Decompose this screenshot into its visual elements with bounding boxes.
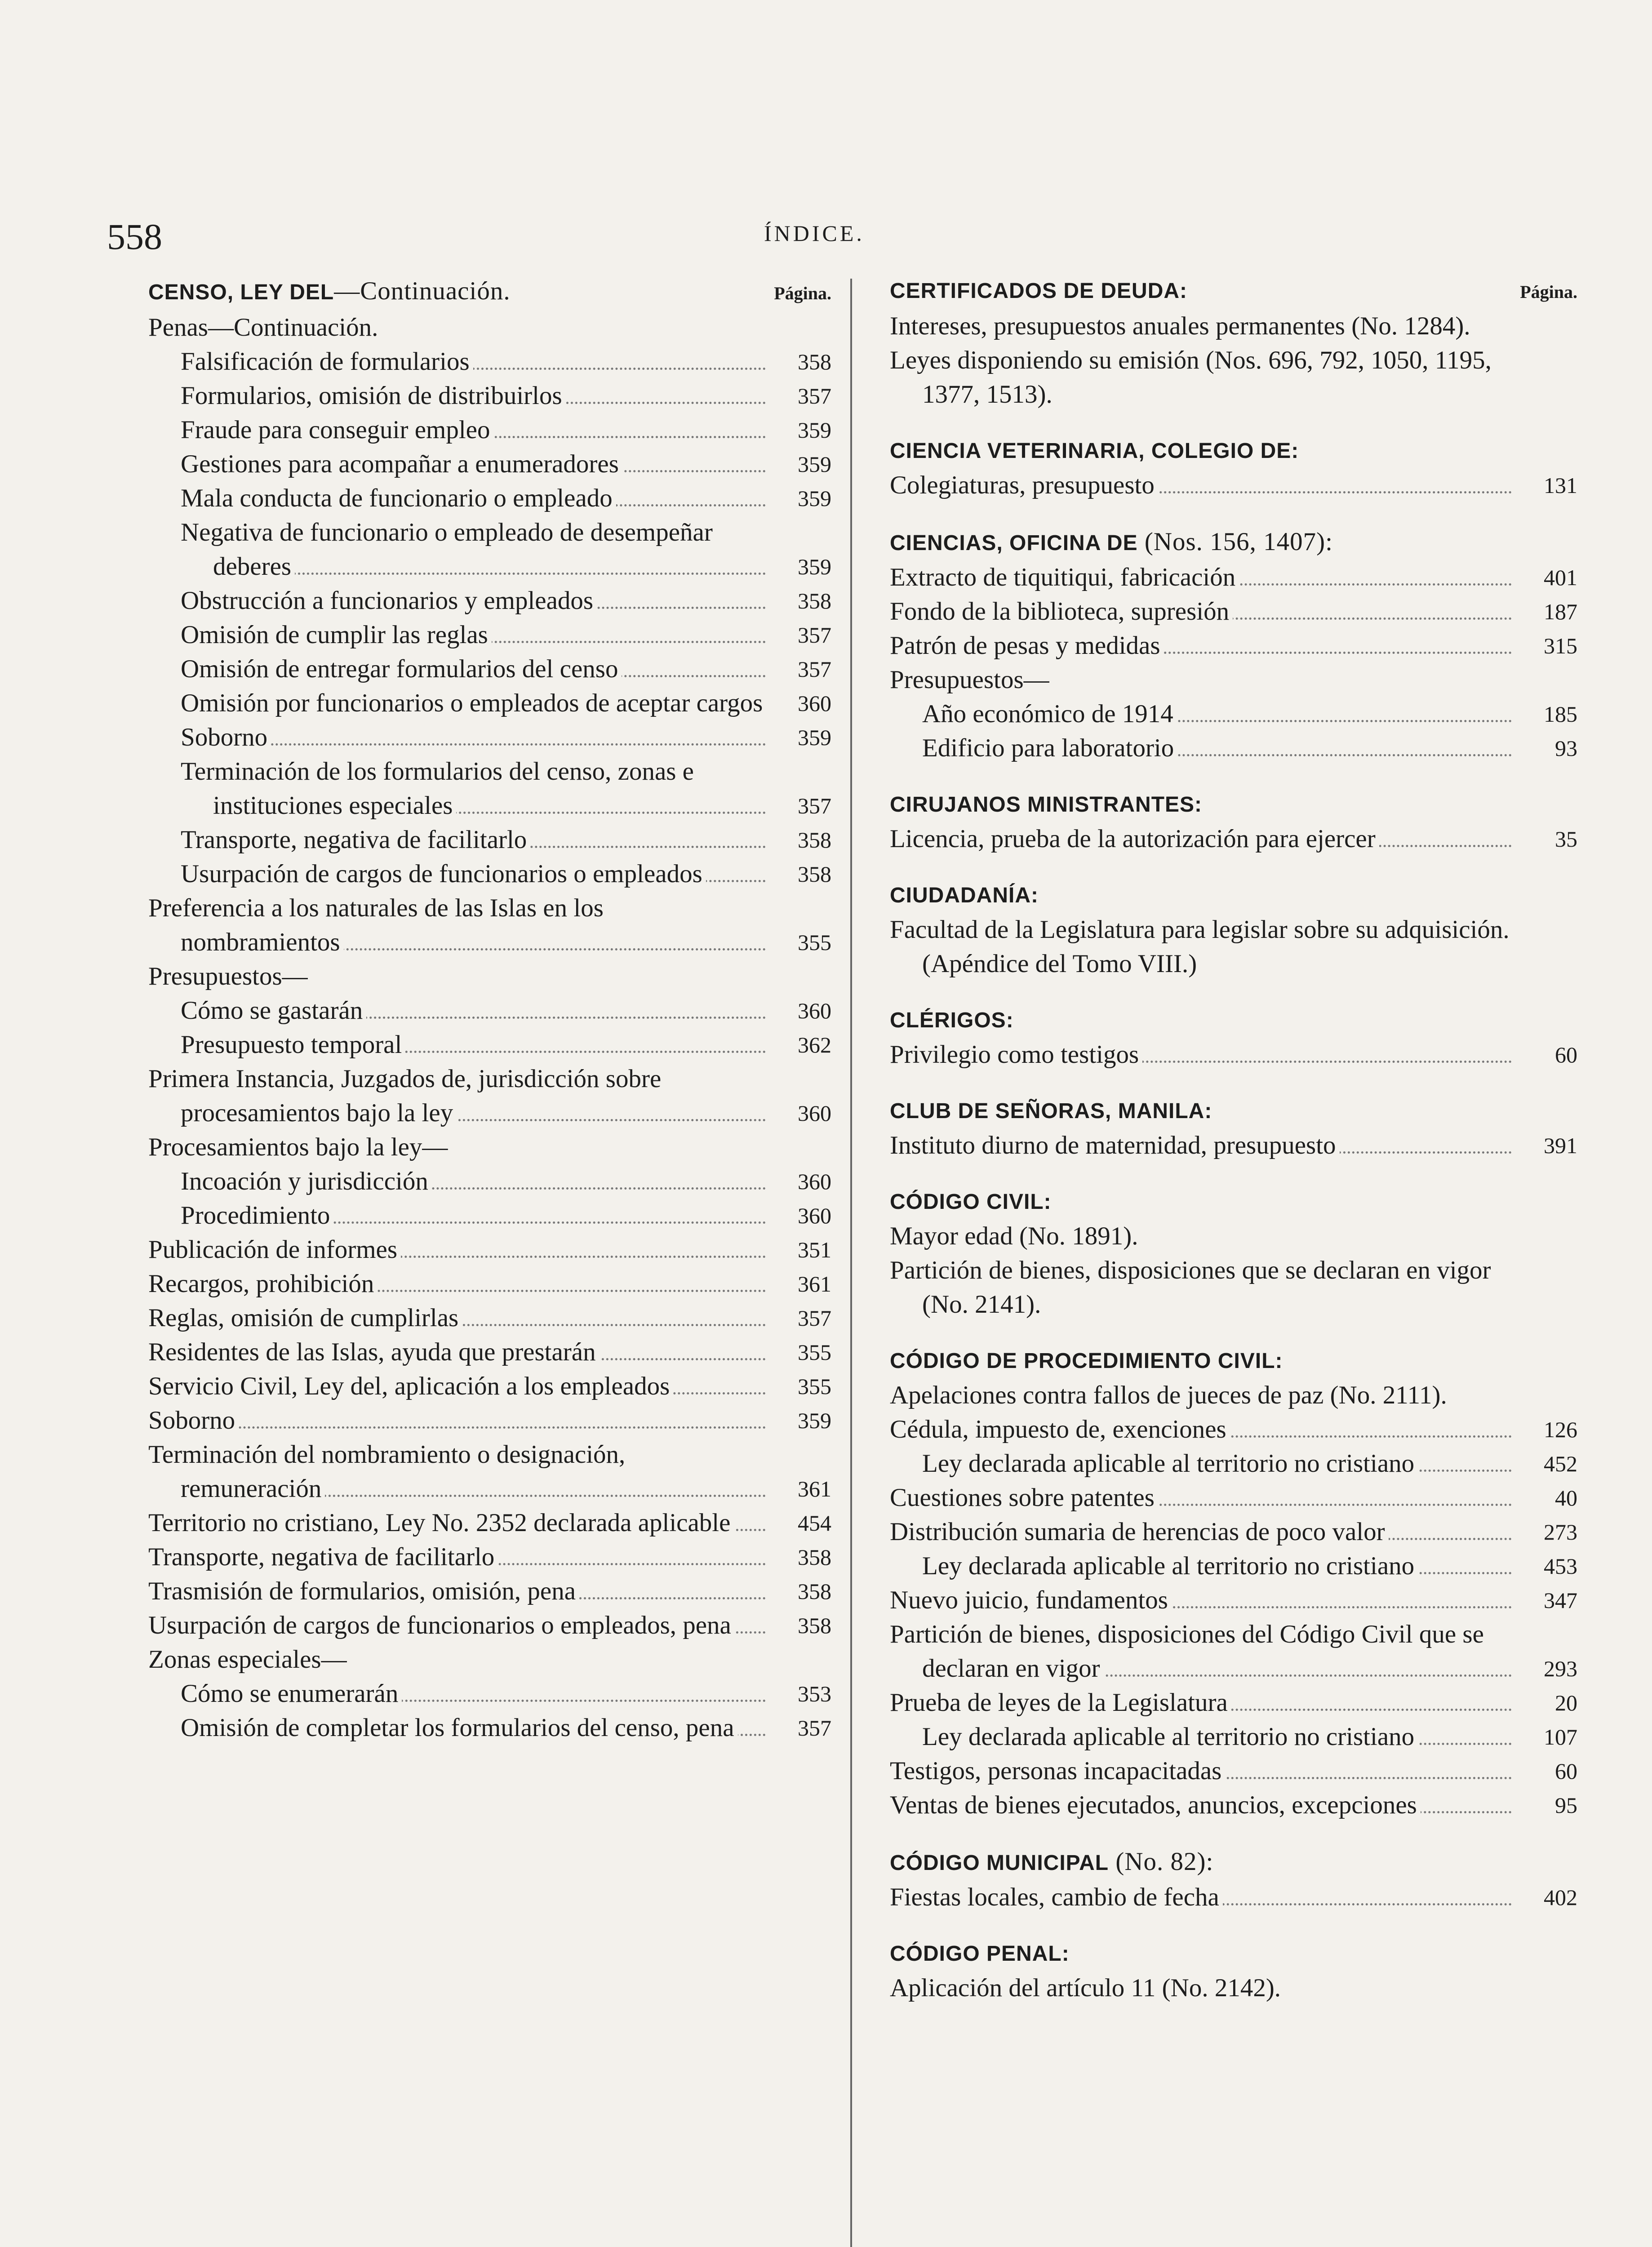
entry-page-number: 358 (798, 1545, 831, 1570)
entry-text: Usurpación de cargos de funcionarios o empleados (181, 860, 706, 888)
left-entries (148, 311, 831, 1745)
index-entry (148, 1506, 831, 1540)
index-entry (148, 1403, 831, 1438)
index-entry (148, 1608, 831, 1643)
index-entry (890, 595, 1577, 629)
entry-text: Terminación de los formularios del censo, zonas e instituciones especiales (181, 757, 694, 820)
index-entry (890, 1549, 1577, 1583)
section-heading: CIENCIA VETERINARIA, COLEGIO DE: (890, 439, 1299, 463)
left-heading-row (148, 274, 831, 311)
entry-text: Licencia, prueba de la autorización para ejercer (890, 825, 1379, 853)
index-entry (148, 1643, 831, 1677)
index-entry (890, 1754, 1577, 1788)
entry-page-number: 126 (1544, 1417, 1577, 1442)
entry-text: Transporte, negativa de facilitarlo (181, 826, 530, 854)
entry-page-number: 359 (798, 1408, 831, 1433)
entry-text: Prueba de leyes de la Legislatura (890, 1688, 1231, 1717)
entry-page-number: 93 (1555, 736, 1577, 761)
entry-text: Mayor edad (No. 1891). (890, 1222, 1141, 1250)
entry-page-number: 351 (798, 1237, 831, 1262)
index-entry (148, 1369, 831, 1403)
section-heading: CIRUJANOS MINISTRANTES: (890, 793, 1203, 817)
entry-text: Omisión de completar los formularios del censo, pena (181, 1714, 738, 1742)
section-heading: CIENCIAS, OFICINA DE (Nos. 156, 1407): (890, 528, 1333, 556)
entry-page-number: 357 (798, 1715, 831, 1741)
section-heading: CÓDIGO MUNICIPAL (No. 82): (890, 1847, 1214, 1876)
entry-text: Usurpación de cargos de funcionarios o empleados, pena (148, 1611, 735, 1639)
entry-page-number: 402 (1544, 1885, 1577, 1910)
entry-page-number: 361 (798, 1476, 831, 1501)
running-head-title: ÍNDICE. (764, 221, 865, 246)
index-entry (148, 1028, 831, 1062)
section-heading: CÓDIGO DE PROCEDIMIENTO CIVIL: (890, 1349, 1283, 1373)
section-heading: CÓDIGO PENAL: (890, 1942, 1070, 1966)
entry-page-number: 453 (1544, 1554, 1577, 1579)
index-entry (890, 1447, 1577, 1481)
entry-text: Preferencia a los naturales de las Islas en los nombramientos (148, 894, 604, 956)
index-section (890, 788, 1577, 856)
index-entry (890, 1481, 1577, 1515)
entry-text: Fondo de la biblioteca, supresión (890, 597, 1233, 626)
index-entry (148, 311, 831, 345)
index-entry (148, 959, 831, 994)
entry-page-number: 357 (798, 1306, 831, 1331)
entry-page-number: 359 (798, 417, 831, 443)
entry-page-number: 60 (1555, 1042, 1577, 1067)
entry-page-number: 454 (798, 1510, 831, 1536)
index-entry (148, 1062, 831, 1130)
entry-page-number: 357 (798, 793, 831, 818)
entry-text: Partición de bienes, disposiciones del Código Civil que se declaran en vigor (890, 1620, 1484, 1683)
index-section (890, 274, 1577, 412)
entry-page-number: 353 (798, 1681, 831, 1706)
entry-text: Instituto diurno de maternidad, presupuesto (890, 1131, 1340, 1159)
index-entry (148, 379, 831, 413)
entry-text: Mala conducta de funcionario o empleado (181, 484, 616, 512)
index-section (890, 1937, 1577, 2005)
entry-text: Omisión de cumplir las reglas (181, 621, 492, 649)
entry-page-number: 359 (798, 554, 831, 579)
entry-text: Terminación del nombramiento o designación, remuneración (148, 1440, 626, 1503)
index-entry (890, 913, 1577, 981)
index-entry (148, 618, 831, 652)
index-section (890, 434, 1577, 502)
section-heading: CIUDADANÍA: (890, 884, 1039, 907)
index-entry (890, 1038, 1577, 1072)
entry-page-number: 40 (1555, 1485, 1577, 1510)
index-entry (890, 629, 1577, 663)
entry-page-number: 401 (1544, 565, 1577, 590)
entry-page-number: 355 (798, 1374, 831, 1399)
entry-page-number: 20 (1555, 1690, 1577, 1715)
index-entry (148, 1711, 831, 1745)
entry-page-number: 360 (798, 1203, 831, 1228)
entry-text: Facultad de la Legislatura para legislar sobre su adquisición. (Apéndice del Tomo VIII.) (890, 915, 1510, 978)
entry-page-number: 359 (798, 725, 831, 750)
entry-text: Obstrucción a funcionarios y empleados (181, 586, 597, 615)
section-heading: CLUB DE SEÑORAS, MANILA: (890, 1099, 1212, 1123)
index-entry (148, 857, 831, 891)
index-entry (890, 1720, 1577, 1754)
entry-text: Testigos, personas incapacitadas (890, 1757, 1225, 1785)
index-entry (148, 584, 831, 618)
index-entry (890, 1971, 1577, 2005)
index-entry (148, 1267, 831, 1301)
entry-text: Primera Instancia, Juzgados de, jurisdicción sobre procesamientos bajo la ley (148, 1065, 662, 1127)
index-entry (890, 1880, 1577, 1914)
entry-text: Presupuestos— (890, 666, 1053, 694)
entry-text: Residentes de las Islas, ayuda que prestarán (148, 1338, 600, 1366)
index-entry (890, 663, 1577, 697)
entry-page-number: 187 (1544, 599, 1577, 624)
index-entry (890, 1617, 1577, 1686)
entry-text: Recargos, prohibición (148, 1270, 377, 1298)
index-entry (148, 652, 831, 686)
entry-page-number: 360 (798, 998, 831, 1023)
entry-text: Apelaciones contra fallos de jueces de paz (No. 2111). (890, 1381, 1451, 1409)
entry-text: Nuevo juicio, fundamentos (890, 1586, 1172, 1614)
entry-page-number: 358 (798, 349, 831, 374)
entry-page-number: 358 (798, 1579, 831, 1604)
index-entry (148, 994, 831, 1028)
entry-text: Cuestiones sobre patentes (890, 1483, 1158, 1512)
index-entry (890, 1128, 1577, 1163)
section-heading: CERTIFICADOS DE DEUDA: (890, 279, 1188, 303)
right-column (890, 274, 1577, 2005)
entry-page-number: 358 (798, 588, 831, 613)
entry-text: Formularios, omisión de distribuirlos (181, 382, 566, 410)
index-section (890, 1004, 1577, 1072)
entry-text: Fiestas locales, cambio de fecha (890, 1883, 1223, 1911)
entry-text: Falsificación de formularios (181, 347, 473, 376)
index-entry (148, 1335, 831, 1369)
index-entry (148, 1233, 831, 1267)
entry-text: Presupuestos— (148, 962, 311, 990)
entry-text: Servicio Civil, Ley del, aplicación a los empleados (148, 1372, 673, 1400)
entry-page-number: 315 (1544, 633, 1577, 658)
pagina-label: Página. (1520, 282, 1577, 302)
entry-text: Año económico de 1914 (922, 700, 1177, 728)
index-entry (148, 413, 831, 447)
entry-text: Fraude para conseguir empleo (181, 416, 493, 444)
entry-page-number: 35 (1555, 826, 1577, 852)
entry-page-number: 360 (798, 1101, 831, 1126)
entry-text: Procedimiento (181, 1201, 333, 1230)
index-entry (890, 697, 1577, 731)
entry-page-number: 358 (798, 827, 831, 853)
index-section (890, 1185, 1577, 1322)
page-number: 558 (107, 216, 162, 257)
column-divider (850, 279, 852, 2247)
index-entry (890, 731, 1577, 765)
index-section (890, 879, 1577, 981)
entry-text: Soborno (148, 1406, 239, 1434)
entry-page-number: 358 (798, 1613, 831, 1638)
entry-page-number: 293 (1544, 1656, 1577, 1681)
index-entry (148, 1540, 831, 1574)
entry-page-number: 359 (798, 486, 831, 511)
entry-text: Publicación de informes (148, 1235, 401, 1264)
entry-text: Extracto de tiquitiqui, fabricación (890, 563, 1239, 591)
index-entry (148, 1301, 831, 1335)
entry-page-number: 107 (1544, 1724, 1577, 1750)
entry-page-number: 357 (798, 622, 831, 648)
index-entry (148, 481, 831, 515)
entry-page-number: 360 (798, 691, 831, 716)
index-entry (148, 1199, 831, 1233)
entry-text: Zonas especiales— (148, 1645, 351, 1674)
entry-text: Patrón de pesas y medidas (890, 631, 1164, 660)
entry-page-number: 185 (1544, 702, 1577, 727)
entry-page-number: 357 (798, 657, 831, 682)
entry-text: Leyes disponiendo su emisión (Nos. 696, 792, 1050, 1195, 1377, 1513). (890, 346, 1492, 409)
index-entry (890, 560, 1577, 595)
entry-text: Trasmisión de formularios, omisión, pena (148, 1577, 579, 1605)
index-entry (148, 1438, 831, 1506)
index-entry (890, 822, 1577, 856)
entry-page-number: 347 (1544, 1588, 1577, 1613)
entry-text: Aplicación del artículo 11 (No. 2142). (890, 1974, 1284, 2002)
entry-text: Procesamientos bajo la ley— (148, 1133, 451, 1161)
entry-page-number: 362 (798, 1032, 831, 1057)
index-entry (148, 1130, 831, 1164)
index-entry (890, 1219, 1577, 1253)
entry-page-number: 360 (798, 1169, 831, 1194)
entry-text: Soborno (181, 723, 271, 751)
entry-text: Edificio para laboratorio (922, 734, 1177, 762)
entry-text: Cédula, impuesto de, exenciones (890, 1415, 1230, 1443)
entry-page-number: 355 (798, 1340, 831, 1365)
index-entry (890, 1686, 1577, 1720)
index-entry (890, 309, 1577, 343)
section-heading: CLÉRIGOS: (890, 1008, 1014, 1032)
section-heading: CÓDIGO CIVIL: (890, 1190, 1052, 1214)
entry-page-number: 359 (798, 452, 831, 477)
entry-text: Cómo se enumerarán (181, 1679, 402, 1708)
entry-text: Ventas de bienes ejecutados, anuncios, excepciones (890, 1791, 1421, 1819)
entry-page-number: 131 (1544, 473, 1577, 498)
index-entry (148, 447, 831, 481)
index-entry (148, 720, 831, 755)
index-entry (148, 686, 831, 720)
entry-page-number: 361 (798, 1271, 831, 1297)
index-section (890, 1845, 1577, 1914)
entry-text: Transporte, negativa de facilitarlo (148, 1543, 498, 1571)
entry-text: Omisión de entregar formularios del censo (181, 655, 622, 683)
entry-page-number: 391 (1544, 1133, 1577, 1158)
index-entry (890, 1378, 1577, 1412)
index-entry (148, 891, 831, 959)
entry-text: Ley declarada aplicable al territorio no cristiano (922, 1449, 1418, 1478)
entry-text: Colegiaturas, presupuesto (890, 471, 1158, 499)
index-section (890, 1344, 1577, 1822)
entry-text: Privilegio como testigos (890, 1040, 1142, 1069)
index-entry (890, 1788, 1577, 1822)
index-section (890, 525, 1577, 765)
entry-text: Omisión por funcionarios o empleados de aceptar cargos (181, 689, 766, 717)
entry-text: Intereses, presupuestos anuales permanentes (No. 1284). (890, 312, 1474, 340)
entry-page-number: 60 (1555, 1759, 1577, 1784)
index-entry (148, 515, 831, 584)
entry-text: Ley declarada aplicable al territorio no cristiano (922, 1723, 1418, 1751)
index-section (890, 1094, 1577, 1163)
entry-page-number: 357 (798, 383, 831, 409)
entry-page-number: 358 (798, 861, 831, 887)
entry-page-number: 95 (1555, 1793, 1577, 1818)
entry-text: Penas—Continuación. (148, 313, 382, 342)
entry-page-number: 273 (1544, 1519, 1577, 1545)
left-column (148, 274, 831, 1745)
entry-text: Partición de bienes, disposiciones que se declaran en vigor (No. 2141). (890, 1256, 1491, 1319)
index-entry (148, 1574, 831, 1608)
entry-text: Incoación y jurisdicción (181, 1167, 432, 1195)
entry-text: Distribución sumaria de herencias de poco valor (890, 1518, 1389, 1546)
entry-page-number: 452 (1544, 1451, 1577, 1476)
entry-text: Cómo se gastarán (181, 996, 366, 1025)
right-sections (890, 274, 1577, 2005)
entry-page-number: 355 (798, 930, 831, 955)
index-entry (148, 823, 831, 857)
entry-text: Reglas, omisión de cumplirlas (148, 1304, 462, 1332)
entry-text: Gestiones para acompañar a enumeradores (181, 450, 622, 478)
index-entry (890, 1583, 1577, 1617)
section-heading: CENSO, LEY DEL—Continuación. (148, 277, 511, 305)
entry-text: Territorio no cristiano, Ley No. 2352 declarada aplicable (148, 1509, 734, 1537)
index-entry (148, 345, 831, 379)
index-entry (890, 1412, 1577, 1447)
entry-text: Ley declarada aplicable al territorio no cristiano (922, 1552, 1418, 1580)
entry-text: Negativa de funcionario o empleado de desempeñar deberes (181, 518, 713, 581)
index-entry (890, 343, 1577, 412)
index-entry (148, 1677, 831, 1711)
pagina-label: Página. (774, 283, 831, 303)
index-entry (890, 468, 1577, 502)
index-entry (890, 1515, 1577, 1549)
index-entry (148, 755, 831, 823)
entry-text: Presupuesto temporal (181, 1030, 405, 1059)
index-entry (148, 1164, 831, 1199)
index-entry (890, 1253, 1577, 1322)
